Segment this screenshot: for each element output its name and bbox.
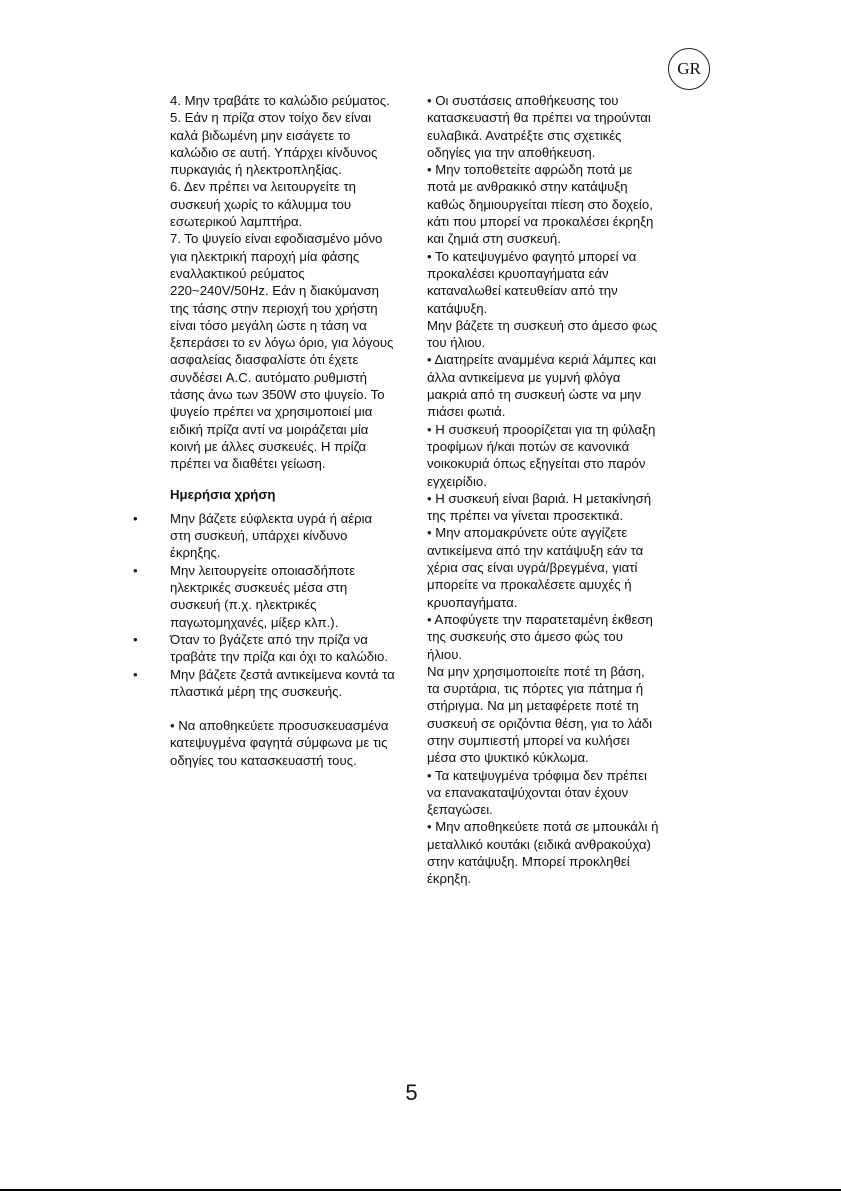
bullet-text: • Μην βάζετε ζεστά αντικείμενα κοντά τα πλαστικά μέρη της συσκευής.	[170, 666, 395, 699]
language-badge: GR	[668, 48, 710, 90]
paragraph: • Μην αποθηκεύετε ποτά σε μπουκάλι ή μεταλλικό κουτάκι (ειδικά ανθρακούχα) στην κατάψυξη. Μπορεί προκληθεί έκρηξη.	[427, 819, 659, 887]
section-heading-daily-use: Ημερήσια χρήση	[170, 486, 276, 502]
right-column	[427, 92, 659, 888]
bullet-item	[150, 631, 395, 666]
paragraph: Μην βάζετε τη συσκευή στο άμεσο φως του ήλιου.	[427, 317, 658, 351]
paragraph: • Μην απομακρύνετε ούτε αγγίζετε αντικείμενα από την κατάψυξη εάν τα χέρια σας είναι υγρά/βρεγμένα, γιατί μπορείτε να προκαλέσετε αμυχές ή κρυοπαγήματα.	[427, 525, 644, 610]
paragraph: Να μην χρησιμοποιείτε ποτέ τη βάση, τα συρτάρια, τις πόρτες για πάτημα ή στήριγμα. Να μη μεταφέρετε ποτέ τη συσκευή σε οριζόντια θέση, για το λάδι στην συμπιεστή μπορεί να κυλήσει μέσα στο ψυκτικό κύκλωμα.	[427, 663, 653, 766]
page-number-text: 5	[405, 1080, 418, 1105]
paragraph: • Οι συστάσεις αποθήκευσης του κατασκευαστή θα πρέπει να τηρούνται ευλαβικά. Ανατρέξτε στις σχετικές οδηγίες για την αποθήκευση.	[427, 93, 651, 160]
left-column	[170, 92, 395, 769]
bullet-text: • Όταν το βγάζετε από την πρίζα να τραβάτε την πρίζα και όχι το καλώδιο.	[170, 631, 389, 665]
bullet-item	[150, 510, 395, 562]
paragraph-item-7: 7. Το ψυγείο είναι εφοδιασμένο μόνο για ηλεκτρική παροχή μία φάσης εναλλακτικού ρεύματος 220~240V/50Hz. Εάν η διακύμανση της τάσης στην περιοχή του χρήστη είναι τόσο μεγάλη ώστε η τάση να ξεπεράσει το εν λόγω όριο, για λόγους ασφαλείας διασφαλίστε ότι έχετε συνδέσει A.C. αυτόματο ρυθμιστή τάσης άνω των 350W στο ψυγείο. Το ψυγείο πρέπει να χρησιμοποιεί μια ειδική πρίζα αντί να μοιράζεται μία κοινή με άλλες συσκευές. Η πρίζα πρέπει να διαθέτει γείωση.	[170, 231, 394, 472]
paragraph-storage-note: • Να αποθηκεύετε προσυσκευασμένα κατεψυγμένα φαγητά σύμφωνα με τις οδηγίες του κατασκευαστή τους.	[170, 718, 389, 768]
paragraph-item-5: 5. Εάν η πρίζα στον τοίχο δεν είναι καλά βιδωμένη μην εισάγετε το καλώδιο σε αυτή. Υπάρχει κίνδυνος πυρκαγιάς ή ηλεκτροπληξίας.	[170, 110, 378, 178]
paragraph: • Τα κατεψυγμένα τρόφιμα δεν πρέπει να επανακαταψύχονται όταν έχουν ξεπαγώσει.	[427, 767, 647, 818]
bullet-text: • Μην λειτουργείτε οποιασδήποτε ηλεκτρικές συσκευές μέσα στη συσκευή (π.χ. ηλεκτρικές παγωτομηχανές, μίξερ κλπ.).	[170, 562, 356, 630]
paragraph: • Η συσκευή προορίζεται για τη φύλαξη τροφίμων ή/και ποτών σε κανονικά νοικοκυριά όπως εξηγείται στο παρόν εγχειρίδιο.	[427, 421, 656, 489]
paragraph: • Αποφύγετε την παρατεταμένη έκθεση της συσκευής στο άμεσο φώς του ήλιου.	[427, 611, 653, 662]
paragraph: • Η συσκευή είναι βαριά. Η μετακίνησή της πρέπει να γίνεται προσεκτικά.	[427, 490, 652, 524]
paragraph-item-4: 4. Μην τραβάτε το καλώδιο ρεύματος.	[170, 93, 390, 108]
paragraph-item-6: 6. Δεν πρέπει να λειτουργείτε τη συσκευή χωρίς το κάλυμμα του εσωτερικού λαμπτήρα.	[170, 179, 356, 230]
page-number	[0, 1080, 841, 1106]
bullet-item	[150, 562, 395, 631]
paragraph: • Διατηρείτε αναμμένα κεριά λάμπες και άλλα αντικείμενα με γυμνή φλόγα μακριά από τη συσκευή ώστε να μην πιάσει φωτιά.	[427, 352, 657, 420]
spacer	[170, 700, 395, 717]
daily-use-bullet-list	[170, 510, 395, 700]
bullet-text: • Μην βάζετε εύφλεκτα υγρά ή αέρια στη συσκευή, υπάρχει κίνδυνο έκρηξης.	[170, 510, 373, 561]
bullet-item	[150, 666, 395, 701]
paragraph: • Μην τοποθετείτε αφρώδη ποτά με ποτά με ανθρακικό στην κατάψυξη καθώς δημιουργείται πίεση στο δοχείο, κάτι που μπορεί να προκαλέσει έκρηξη και ζημιά στη συσκευή.	[427, 162, 654, 247]
paragraph: • Το κατεψυγμένο φαγητό μπορεί να προκαλέσει κρυοπαγήματα εάν καταναλωθεί κατευθείαν από την κατάψυξη.	[427, 248, 637, 316]
